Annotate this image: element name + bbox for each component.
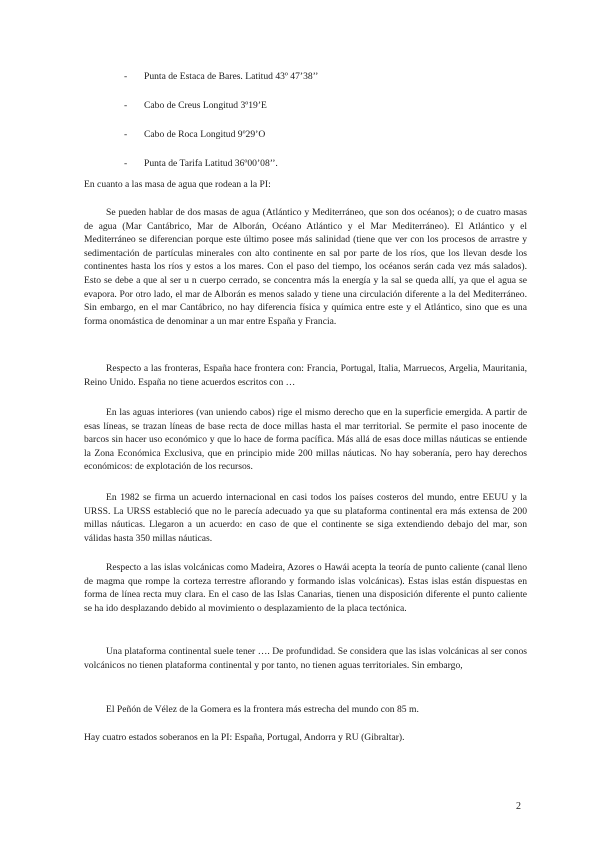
list-marker: - xyxy=(124,71,128,82)
list-item-text: Cabo de Roca Longitud 9º29’O xyxy=(144,129,266,140)
list-item xyxy=(124,70,318,99)
list-marker: - xyxy=(124,158,128,169)
page-number: 2 xyxy=(516,801,521,812)
paragraph-continental-shelf: Una plataforma continental suele tener …. De profundidad. Se considera que las islas volcánicas al ser conos volcánicos no tienen plataforma continental y por tanto, no tienen aguas territoriales. Sin embargo, xyxy=(84,646,527,671)
list-marker: - xyxy=(124,100,128,111)
coordinates-list xyxy=(124,70,318,186)
list-item-text: Punta de Estaca de Bares. Latitud 43º 47’38’’ xyxy=(144,71,319,82)
paragraph-1982-agreement: En 1982 se firma un acuerdo internacional en casi todos los países costeros del mundo, entre EEUU y la URSS. La URSS estableció que no le parecía adecuado ya que su plataforma continental era más extensa de 200 millas náuticas. Llegaron a un acuerdo: en caso de que el continente se siga extendiendo debajo del mar, son válidas hasta 350 millas náuticas. xyxy=(84,492,527,544)
paragraph-volcanic-islands: Respecto a las islas volcánicas como Madeira, Azores o Hawái acepta la teoría de punto caliente (canal lleno de magma que rompe la corteza terrestre aflorando y formando islas volcánicas). Estas islas están dispuestas en forma de línea recta muy clara. En el caso de las Islas Canarias, tienen una disposición diferente el punto caliente se ha ido desplazando debido al movimiento o desplazamiento de la placa tectónica. xyxy=(84,562,527,614)
list-item xyxy=(124,99,318,128)
closing-line: Hay cuatro estados soberanos en la PI: España, Portugal, Andorra y RU (Gibraltar). xyxy=(84,732,405,743)
intro-line: En cuanto a las masa de agua que rodean a la PI: xyxy=(84,179,271,190)
paragraph-interior-waters: En las aguas interiores (van uniendo cabos) rige el mismo derecho que en la superficie emergida. A partir de esas líneas, se trazan líneas de base recta de doce millas hasta el mar territorial. Se permite el paso inocente de barcos sin hacer uso económico y que lo hace de forma pacífica. Más allá de esas doce millas náuticas se entiende la Zona Económica Exclusiva, que en principio mide 200 millas náuticas. No hay soberanía, pero hay derechos económicos: de explotación de los recursos. xyxy=(84,407,527,473)
list-item xyxy=(124,128,318,157)
list-marker: - xyxy=(124,129,128,140)
paragraph-penon: El Peñón de Vélez de la Gomera es la frontera más estrecha del mundo con 85 m. xyxy=(106,704,419,715)
list-item-text: Punta de Tarifa Latitud 36º00’08’’. xyxy=(144,158,278,169)
list-item-text: Cabo de Creus Longitud 3º19’E xyxy=(144,100,267,111)
paragraph-borders: Respecto a las fronteras, España hace frontera con: Francia, Portugal, Italia, Marruecos, Argelia, Mauritania, Reino Unido. España no tiene acuerdos escritos con … xyxy=(84,363,527,388)
paragraph-water-masses: Se pueden hablar de dos masas de agua (Atlántico y Mediterráneo, que son dos océanos); o de cuatro masas de agua (Mar Cantábrico, Mar de Alborán, Océano Atlántico y el Mar Mediterráneo). El Atlántico y el Mediterráneo se diferencian porque este último posee más salinidad (tiene que ver con los procesos de arrastre y sedimentación de partículas minerales con alto continente en sal por parte de los ríos, que los llevan desde los continentes hasta los ríos y estos a los mares. Con el paso del tiempo, los océanos serán cada vez más salados). Esto se debe a que al ser u n cuerpo cerrado, se concentra más la energía y la sal se queda allí, ya que el agua se evapora. Por otro lado, el mar de Alborán es menos salado y tiene una circulación diferente a la del Mediterráneo. Sin embargo, en el mar Cantábrico, no hay diferencia física y química entre este y el Atlántico, sino que es una forma onomástica de denominar a un mar entre España y Francia. xyxy=(84,207,527,327)
